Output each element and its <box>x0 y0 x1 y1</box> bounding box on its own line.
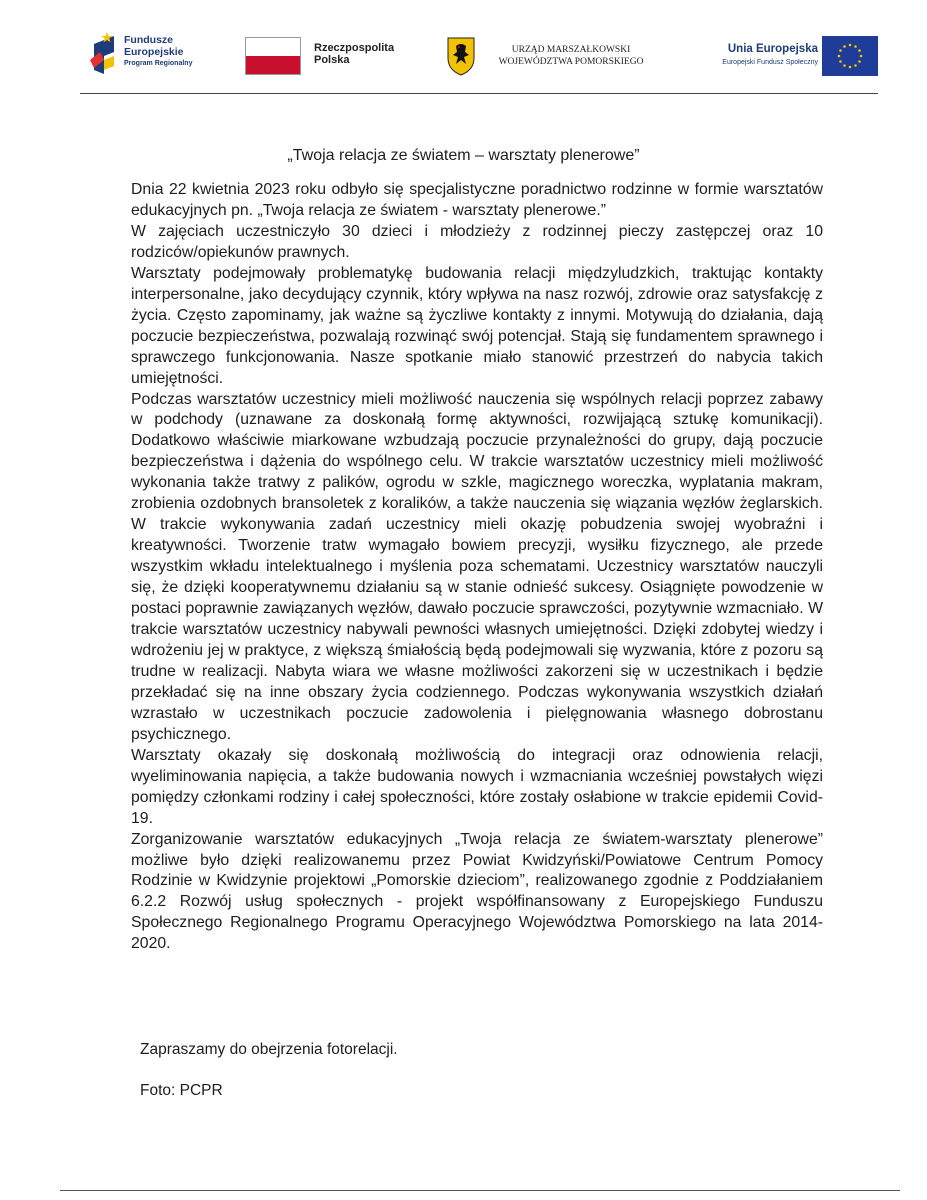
footer-divider <box>60 1190 900 1191</box>
fe-subtitle: Program Regionalny <box>124 60 193 67</box>
rp-line-1: Rzeczpospolita <box>314 42 395 54</box>
header-divider <box>80 93 878 94</box>
rzeczpospolita-polska-logo-text <box>314 42 394 66</box>
um-line-2: WOJEWÓDZTWA POMORSKIEGO <box>498 57 644 67</box>
paragraph-activities: Podczas warsztatów uczestnicy mieli możliwość nauczenia się wspólnych relacji poprzez zabawy w podchody (uznawane za doskonałą formę aktywności, rozwijającą sztukę komunikacji). Dodatkowo właściwie miarkowane wzbudzają poczucie przynależności do grupy, dają poczucie bezpieczeństwa i dążenia do wspólnego celu. W trakcie warsztatów uczestnicy mieli możliwość wykonania także tratwy z palików, ogrodu w szkle, magicznego woreczka, wyplatania makram, zrobienia ozdobnych bransoletek z koralików, a także nauczenia się wiązania węzłów żeglarskich. W trakcie wykonywania zadań uczestnicy mieli okazję pobudzenia swojej wyobraźni i kreatywności. Tworzenie tratw wymagało bowiem precyzji, wysiłku fizycznego, ale przede wszystkim wkładu intelektualnego i myślenia poza schematami. Uczestnicy warsztatów nauczyli się, że dzięki kooperatywnemu działaniu są w stanie odnieść sukcesy. Osiągnięte powodzenie w postaci poprawnie zawiązanych węzłów, dawało poczucie sprawczości, pozytywnie wzmacniało. W trakcie warsztatów uczestnicy nabywali pewności własnych umiejętności. Dzięki zdobytej wiedzy i wdrożeniu jej w praktyce, z większą śmiałością będą podejmowali się wyzwania, które z pozoru są trudne w realizacji. Nabyta wiara we własne możliwości zakorzeni się w uczestnikach i będzie przekładać się na inne obszary życia codziennego. Podczas wykonywania wszystkich działań wzrastało w uczestnikach poczucie zadowolenia i pielęgnowania własnego dobrostanu psychicznego. <box>131 390 823 743</box>
paragraph-participants: W zajęciach uczestniczyło 30 dzieci i młodzieży z rodzinnej pieczy zastępczej oraz 10 rodziców/opiekunów prawnych. <box>131 222 823 261</box>
paragraph-intro: Dnia 22 kwietnia 2023 roku odbyło się specjalistyczne poradnictwo rodzinne w formie warsztatów edukacyjnych pn. „Twoja relacja ze światem - warsztaty plenerowe.” <box>131 181 823 219</box>
polish-flag-icon <box>245 37 301 75</box>
urzad-marszalkowski-logo-text <box>478 44 664 68</box>
logo-header <box>80 28 880 84</box>
um-line-1: URZĄD MARSZAŁKOWSKI <box>511 45 631 55</box>
document-body <box>131 180 823 955</box>
photo-credit: Foto: PCPR <box>140 1082 223 1099</box>
ue-subtitle: Europejski Fundusz Społeczny <box>722 59 818 66</box>
rp-line-2: Polska <box>314 54 350 66</box>
pomorskie-crest-icon <box>446 36 476 76</box>
eu-flag-icon <box>822 36 878 76</box>
paragraph-funding: Zorganizowanie warsztatów edukacyjnych „Twoja relacja ze światem-warsztaty plenerowe” możliwe było dzięki realizowanemu przez Powiat Kwidzyński/Powiatowe Centrum Pomocy Rodzinie w Kwidzynie projektowi „Pomorskie dzieciom”, realizowanego zgodnie z Poddziałaniem 6.2.2 Rozwój usług społecznych - projekt współfinansowany z Europejskiego Funduszu Społecznego Regionalnego Programu Operacyjnego Województwa Pomorskiego na lata 2014-2020. <box>131 830 823 953</box>
closing-line: Zapraszamy do obejrzenia fotorelacji. <box>140 1041 398 1058</box>
paragraph-topic: Warsztaty podejmowały problematykę budowania relacji międzyludzkich, traktując kontakty interpersonalne, jako decydujący czynnik, który wpływa na nasz rozwój, zdrowie oraz satysfakcję z życia. Często zapominamy, jak ważne są życzliwe kontakty z innymi. Motywują do działania, dają poczucie bezpieczeństwa, pozwalają rozwinąć swój potencjał. Stają się fundamentem sprawnego i sprawczego funkcjonowania. Nasze spotkanie miało stanowić przestrzeń do nabycia takich umiejętności. <box>131 264 823 387</box>
fe-line-1: Fundusze <box>124 34 173 46</box>
fundusze-europejskie-mark-icon <box>90 30 116 76</box>
fe-line-2: Europejskie <box>124 46 184 58</box>
unia-europejska-logo-text <box>670 42 818 70</box>
fundusze-europejskie-logo <box>80 28 230 84</box>
ue-line-1: Unia Europejska <box>727 43 818 55</box>
fe-logo-text <box>124 34 192 70</box>
document-title: „Twoja relacja ze światem – warsztaty plenerowe” <box>287 147 640 164</box>
paragraph-integration: Warsztaty okazały się doskonałą możliwością do integracji oraz odnowienia relacji, wyeliminowania napięcia, a także budowania nowych i wzmacniania wcześniej powstałych więzi pomiędzy członkami rodziny i całej społeczności, które zostały osłabione w trakcie epidemii Covid-19. <box>131 746 823 827</box>
